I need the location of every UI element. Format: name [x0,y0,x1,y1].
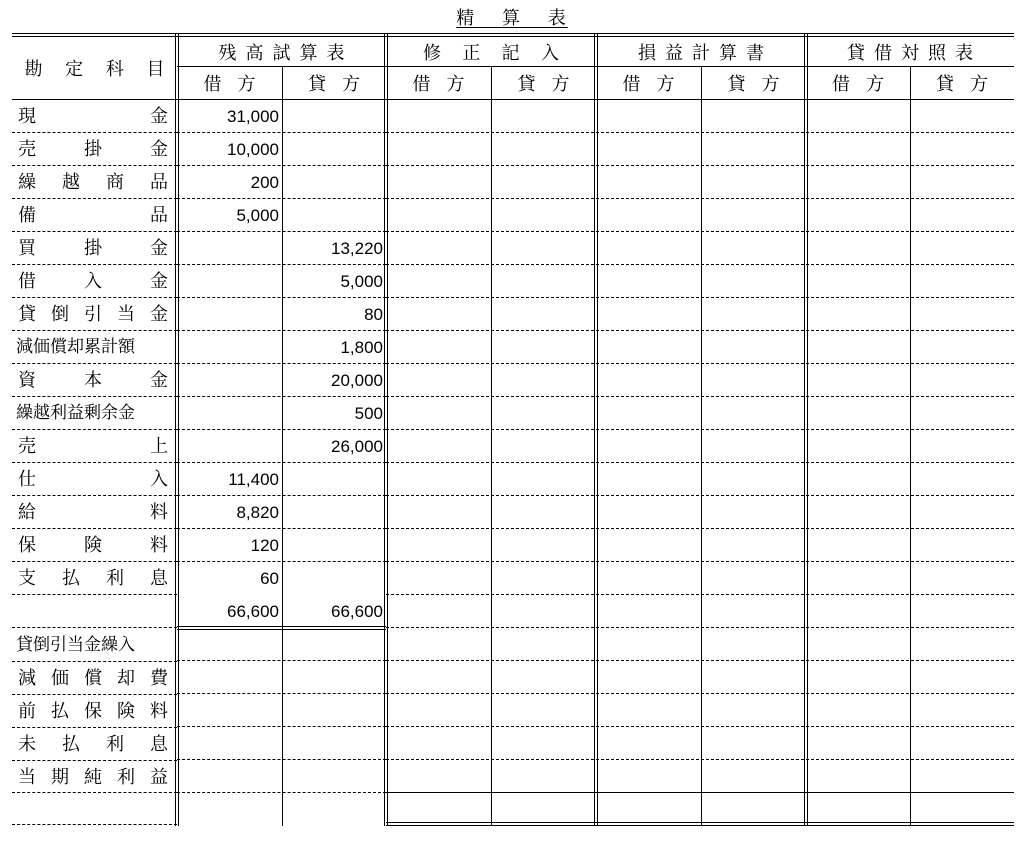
trial-balance-credit [282,730,386,757]
bottom-total-rule [386,792,1014,793]
dotted-rule [12,462,177,463]
double-rule [594,33,595,826]
trial-balance-debit: 11,400 [228,470,279,489]
dotted-rule [12,627,177,628]
trial-balance-credit: 13,220 [331,239,383,258]
dotted-rule [12,429,177,430]
account-name: 支 払 利 息 [18,568,168,589]
column-rule [701,66,702,826]
bottom-rule [386,822,1014,823]
dotted-rule [386,495,1014,496]
dotted-rule [12,264,177,265]
trial-balance-debit [177,367,282,394]
double-rule [807,33,808,826]
account-name [12,598,174,625]
dotted-rule [386,132,1014,133]
dotted-rule [386,726,1014,727]
trial-balance-debit: 8,820 [236,503,279,522]
dotted-rule [386,528,1014,529]
trial-balance-debit [177,730,282,757]
trial-balance-credit: 5,000 [340,272,383,291]
account-name: 仕 入 [18,469,168,490]
dotted-rule [12,495,177,496]
dotted-rule [12,594,177,595]
account-name: 貸 倒 引 当 金 [18,304,168,325]
double-rule [175,33,176,826]
dotted-rule [386,165,1014,166]
account-name: 前 払 保 険 料 [18,701,168,722]
trial-balance-debit [177,763,282,790]
dotted-rule [386,660,1014,661]
trial-balance-debit: 5,000 [236,206,279,225]
trial-balance-credit [282,202,386,229]
trial-balance-debit [177,301,282,328]
credit-header: 貸 方 [308,73,360,95]
trial-balance-debit [177,664,282,691]
group-header: 残 高 試 算 表 [218,42,345,64]
dotted-rule [12,824,177,825]
trial-balance-debit [177,334,282,361]
account-column-header: 勘 定 科 目 [24,59,165,80]
dotted-rule [12,198,177,199]
dotted-rule [12,165,177,166]
account-name: 未 払 利 息 [18,734,168,755]
account-name: 買 掛 金 [18,238,168,259]
account-name: 減 価 償 却 費 [18,668,168,689]
credit-header: 貸 方 [517,73,570,95]
account-name: 現 金 [18,106,168,127]
dotted-rule [386,429,1014,430]
header-bottom-rule [12,99,1014,100]
group-header: 修 正 記 入 [423,42,559,64]
double-rule [387,33,388,826]
dotted-rule [12,661,177,662]
debit-header: 借 方 [203,73,256,95]
trial-balance-debit [177,697,282,724]
trial-balance-debit: 10,000 [227,140,279,159]
debit-header: 借 方 [412,73,465,95]
trial-balance-credit [282,466,386,493]
dotted-rule [12,231,177,232]
double-rule [384,33,385,826]
debit-header: 借 方 [832,73,884,95]
trial-balance-credit: 500 [354,404,383,423]
trial-balance-credit [282,169,386,196]
page-title: 精 算 表 [456,8,568,29]
double-rule [804,33,805,826]
trial-balance-debit: 120 [250,536,279,555]
credit-header: 貸 方 [936,73,988,95]
trial-balance-credit: 80 [364,305,383,324]
trial-balance-debit: 60 [260,569,279,588]
group-header: 損 益 計 算 書 [638,42,764,64]
dotted-rule [386,330,1014,331]
dotted-rule [12,760,177,761]
double-rule [178,33,179,826]
account-name: 売 掛 金 [18,139,168,160]
trial-balance-debit: 200 [250,173,279,192]
trial-balance-debit: 66,600 [227,602,279,621]
dotted-rule [12,396,177,397]
dotted-rule [386,594,1014,595]
account-name: 備 品 [18,205,168,226]
dotted-rule [386,759,1014,760]
trial-balance-credit: 66,600 [331,602,383,621]
trial-balance-debit [177,433,282,460]
trial-balance-credit [282,631,386,658]
dotted-rule [12,528,177,529]
dotted-rule [386,363,1014,364]
credit-header: 貸 方 [727,73,780,95]
column-rule [491,66,492,826]
dotted-rule [12,727,177,728]
bottom-rule [386,825,1014,826]
dotted-rule [12,330,177,331]
trial-balance-credit [282,103,386,130]
dotted-rule [12,363,177,364]
dotted-rule [386,264,1014,265]
account-name: 貸倒引当金繰入 [16,635,135,655]
dotted-rule [12,694,177,695]
dotted-rule [386,297,1014,298]
dotted-rule [12,792,177,793]
trial-balance-credit [282,664,386,691]
trial-balance-debit [177,235,282,262]
trial-balance-debit: 31,000 [227,107,279,126]
dotted-rule [386,462,1014,463]
account-name: 借 入 金 [18,271,168,292]
dotted-rule [386,198,1014,199]
column-rule [910,66,911,826]
trial-balance-credit: 1,800 [340,338,383,357]
trial-balance-credit [282,136,386,163]
account-name: 減価償却累計額 [16,337,135,357]
dotted-rule [386,627,1014,628]
account-name: 売 上 [18,436,168,457]
trial-balance-debit [177,268,282,295]
trial-balance-credit [282,565,386,592]
trial-balance-credit [282,697,386,724]
trial-balance-credit: 20,000 [331,371,383,390]
account-name: 給 料 [18,502,168,523]
account-name: 資 本 金 [18,370,168,391]
trial-balance-credit [282,499,386,526]
column-rule [282,66,283,826]
dotted-rule [386,561,1014,562]
debit-header: 借 方 [622,73,675,95]
trial-balance-credit: 26,000 [331,437,383,456]
trial-balance-debit [177,631,282,658]
dotted-rule [386,693,1014,694]
dotted-rule [386,231,1014,232]
group-header: 貸 借 対 照 表 [847,42,973,64]
trial-balance-credit [282,532,386,559]
account-name: 保 険 料 [18,535,168,556]
dotted-rule [386,396,1014,397]
double-rule [597,33,598,826]
account-name: 当 期 純 利 益 [18,767,168,788]
header-top-rule [12,33,1014,34]
trial-balance-debit [177,400,282,427]
dotted-rule [12,297,177,298]
account-name: 繰 越 商 品 [18,172,168,193]
account-name: 繰越利益剰余金 [16,403,135,423]
dotted-rule [12,561,177,562]
dotted-rule [12,132,177,133]
trial-balance-credit [282,763,386,790]
